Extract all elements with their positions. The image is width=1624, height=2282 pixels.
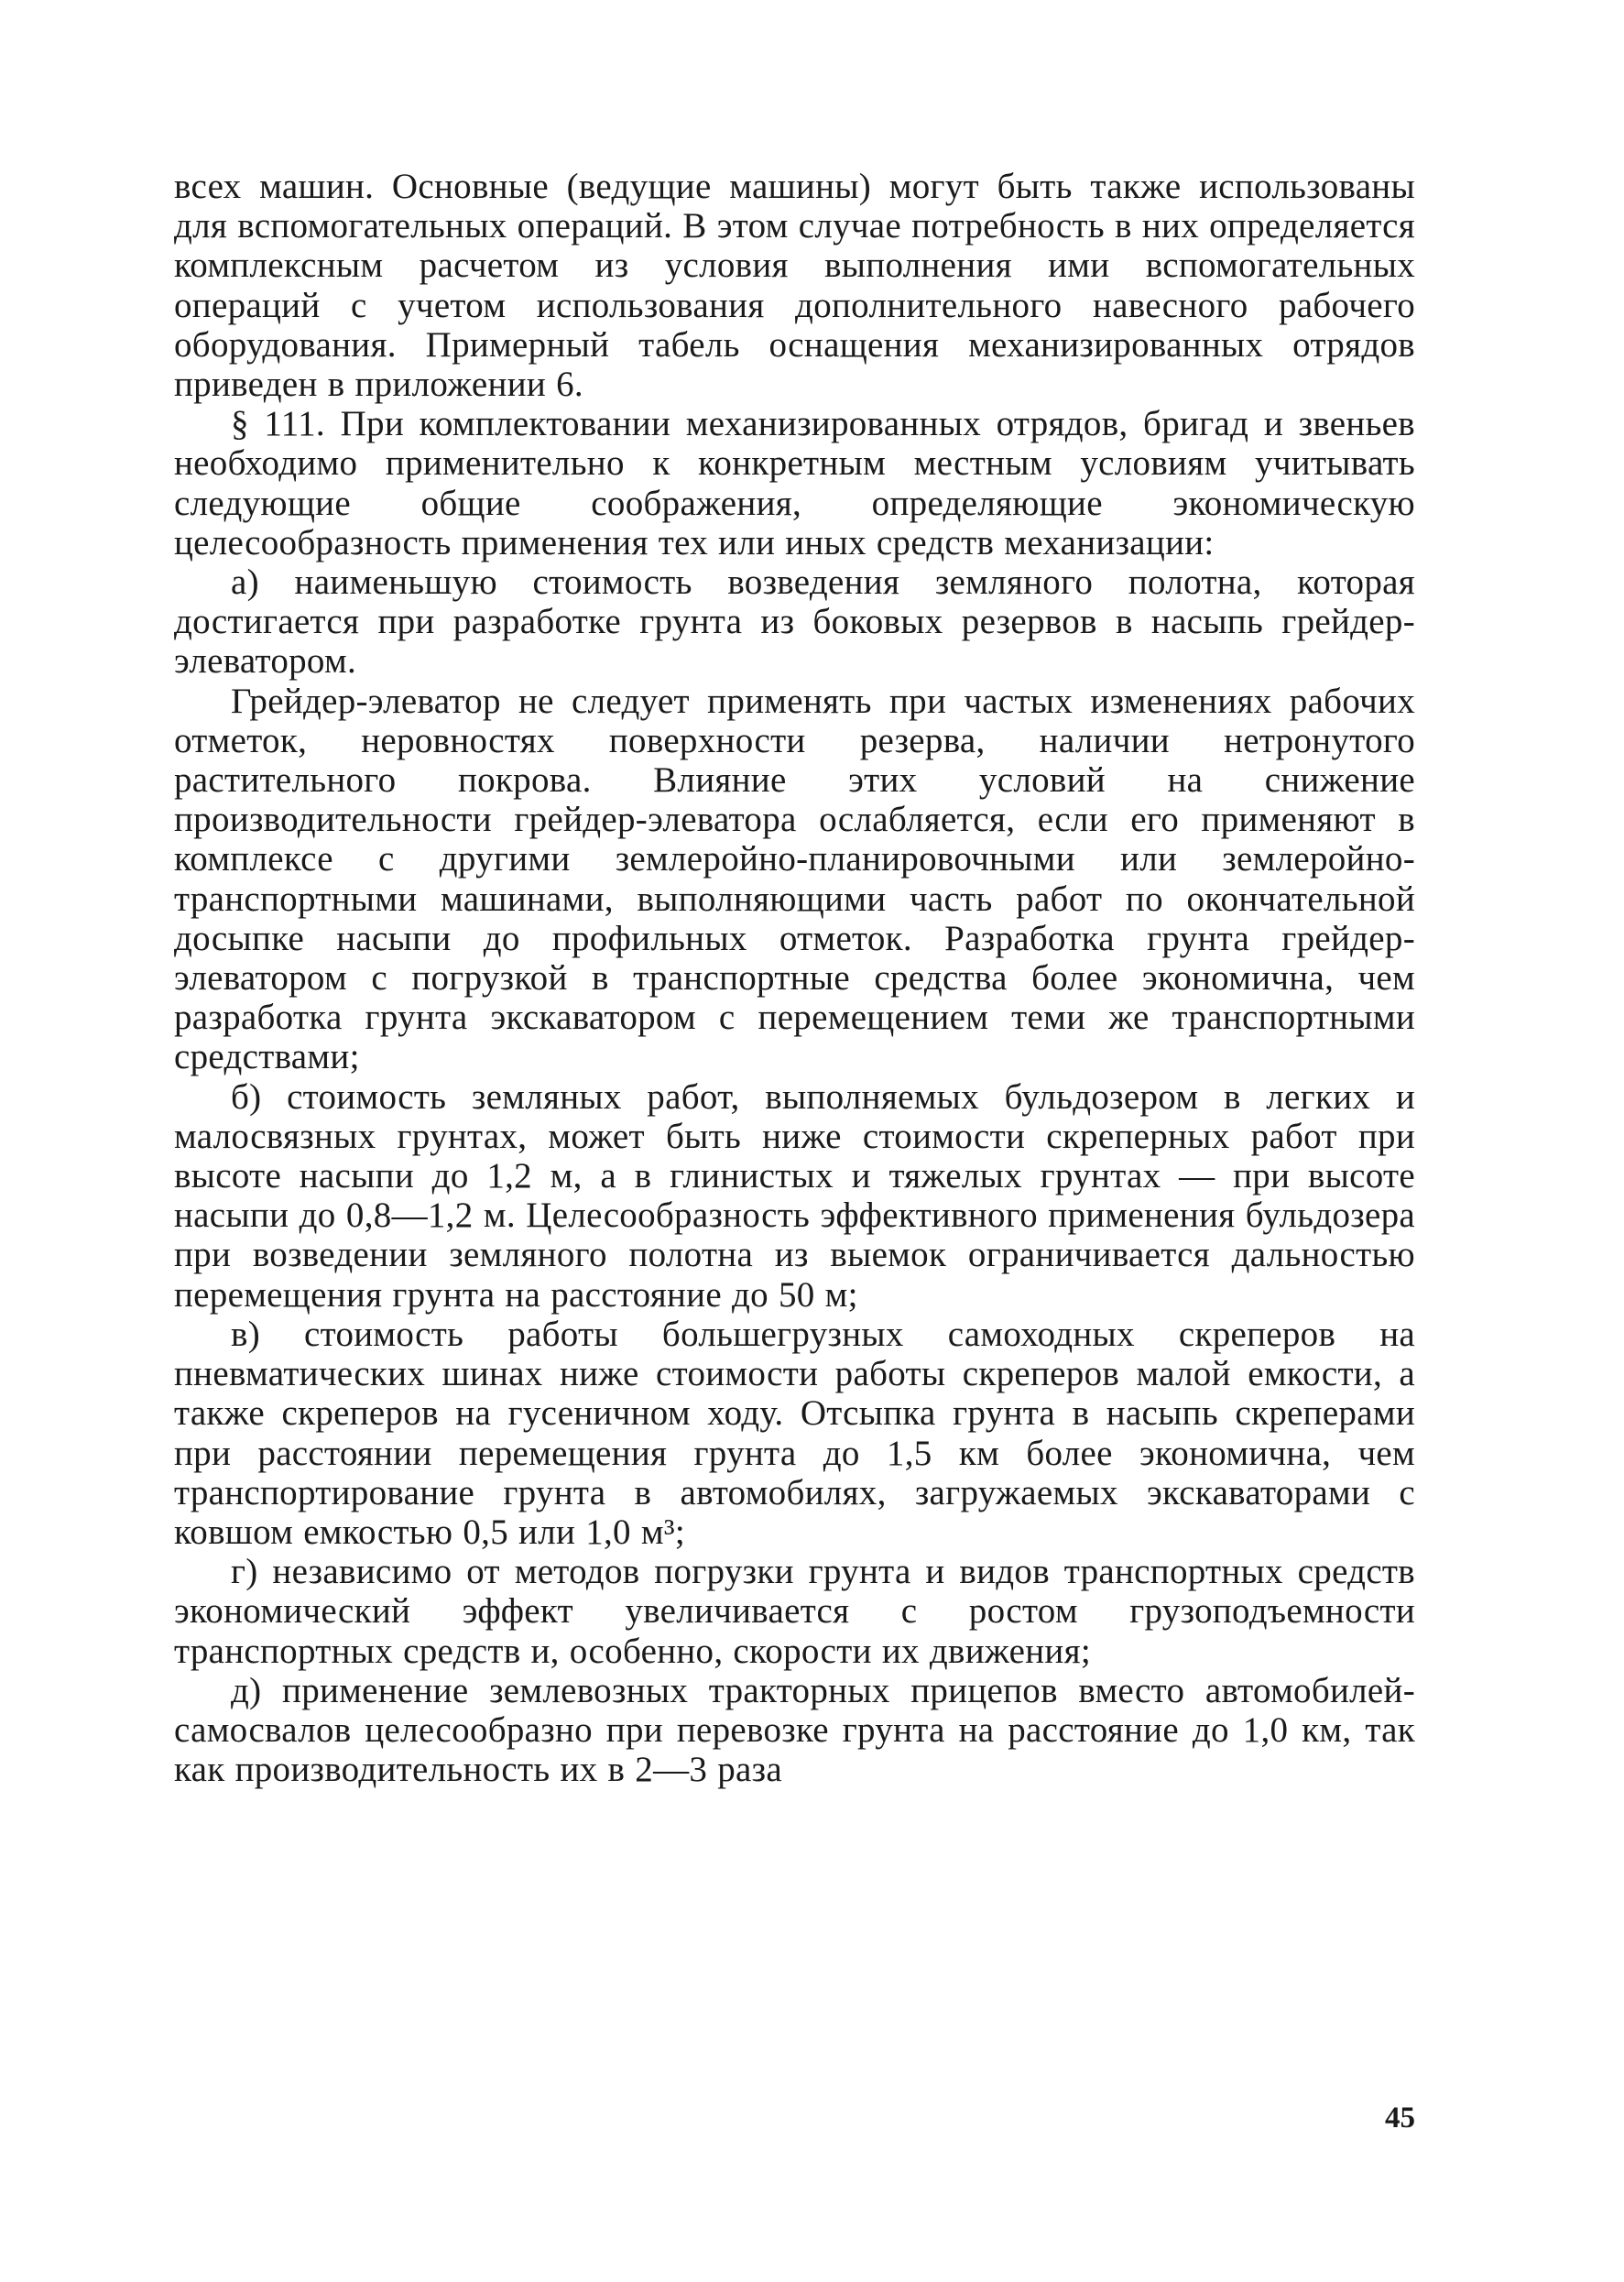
paragraph-item-a: а) наименьшую стоимость возведения земляного полотна, которая достигается при разработке грунта из боковых резервов в насыпь грейдер-элеватором. bbox=[174, 562, 1415, 682]
document-page bbox=[174, 167, 1415, 2164]
paragraph-item-d: д) применение землевозных тракторных прицепов вместо автомобилей-самосвалов целесообразно при перевозке грунта на расстояние до 1,0 км, так как производительность их в 2—3 раза bbox=[174, 1670, 1415, 1790]
paragraph-section-111: § 111. При комплектовании механизированных отрядов, бригад и звеньев необходимо применительно к конкретным местным условиям учитывать следующие общие соображения, определяющие экономическую целесообразность применения тех или иных средств механизации: bbox=[174, 404, 1415, 562]
paragraph-continuation: всех машин. Основные (ведущие машины) могут быть также использованы для вспомогательных операций. В этом случае потребность в них определяется комплексным расчетом из условия выполнения ими вспомогательных операций с учетом использования дополнительного навесного рабочего оборудования. Примерный табель оснащения механизированных отрядов приведен в приложении 6. bbox=[174, 167, 1415, 405]
paragraph-item-v: в) стоимость работы большегрузных самоходных скреперов на пневматических шинах ниже стоимости работы скреперов малой емкости, а также скреперов на гусеничном ходу. Отсыпка грунта в насыпь скреперами при расстоянии перемещения грунта до 1,5 км более экономична, чем транспортирование грунта в автомобилях, загружаемых экскаваторами с ковшом емкостью 0,5 или 1,0 м³; bbox=[174, 1314, 1415, 1552]
paragraph-item-b: б) стоимость земляных работ, выполняемых бульдозером в легких и малосвязных грунтах, может быть ниже стоимости скреперных работ при высоте насыпи до 1,2 м, а в глинистых и тяжелых грунтах — при высоте насыпи до 0,8—1,2 м. Целесообразность эффективного применения бульдозера при возведении земляного полотна из выемок ограничивается дальностью перемещения грунта на расстояние до 50 м; bbox=[174, 1076, 1415, 1315]
paragraph-item-g: г) независимо от методов погрузки грунта и видов транспортных средств экономический эффект увеличивается с ростом грузоподъемности транспортных средств и, особенно, скорости их движения; bbox=[174, 1552, 1415, 1671]
page-number: 45 bbox=[1385, 2102, 1415, 2135]
body-text bbox=[174, 167, 1415, 1789]
paragraph-grader-elevator: Грейдер-элеватор не следует применять при частых изменениях рабочих отметок, неровностях поверхности резерва, наличии нетронутого растительного покрова. Влияние этих условий на снижение производительности грейдер-элеватора ослабляется, если его применяют в комплексе с другими землеройно-планировочными или землеройно-транспортными машинами, выполняющими часть работ по окончательной досыпке насыпи до профильных отметок. Разработка грунта грейдер-элеватором с погрузкой в транспортные средства более экономична, чем разработка грунта экскаватором с перемещением теми же транспортными средствами; bbox=[174, 681, 1415, 1077]
